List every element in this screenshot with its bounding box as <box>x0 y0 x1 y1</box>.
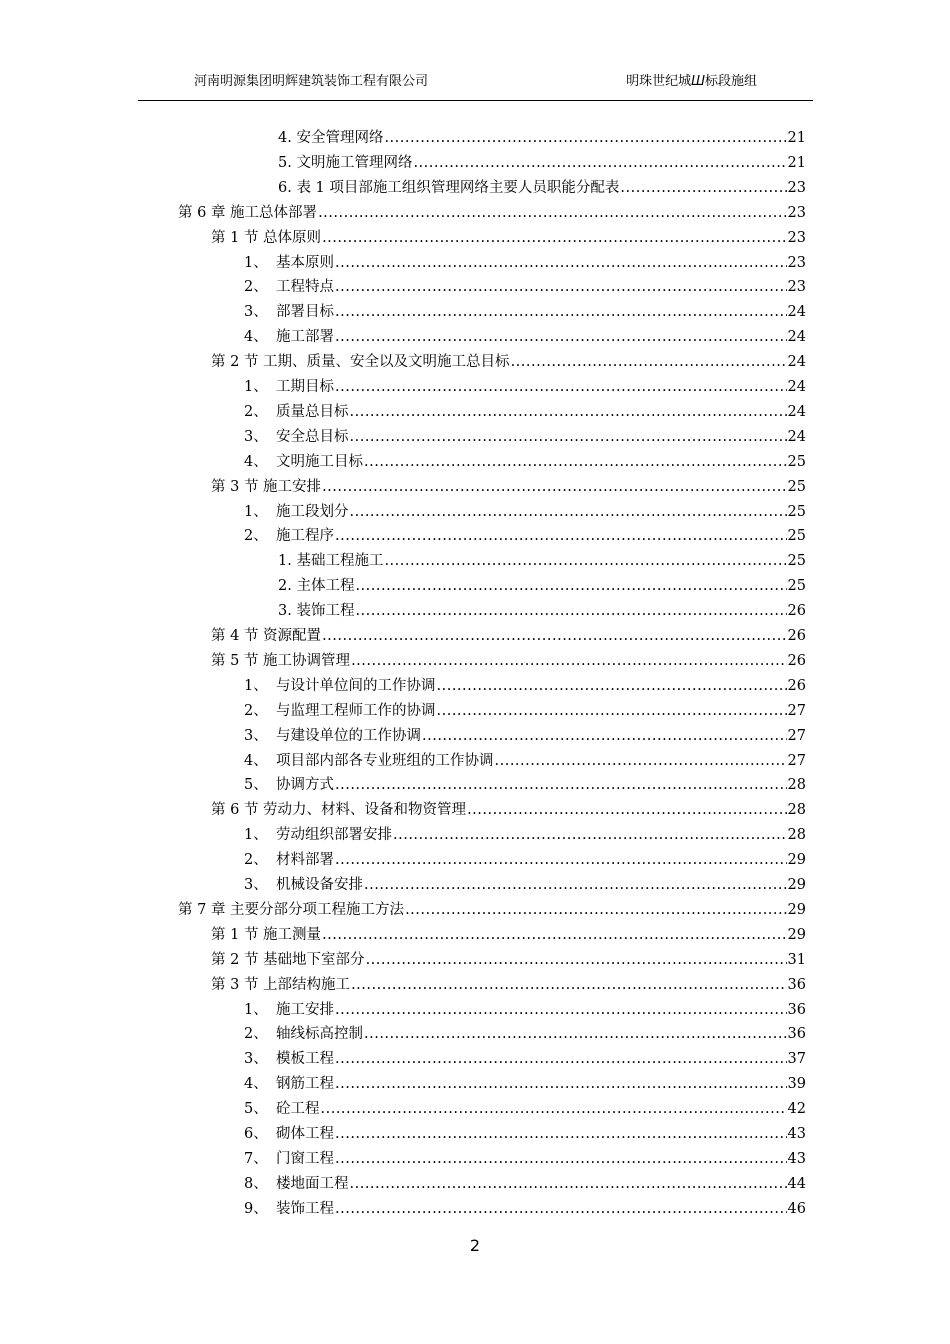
toc-entry-number: 7、 <box>244 1150 268 1167</box>
toc-entry-title: 基本原则 <box>276 254 334 271</box>
toc-entry-label <box>244 253 334 273</box>
toc-entry-title: 施工段划分 <box>276 503 349 520</box>
toc-entry-label <box>211 950 365 970</box>
toc-entry-label <box>244 1099 320 1119</box>
toc-entry[interactable] <box>244 846 806 870</box>
toc-entry[interactable] <box>244 323 806 347</box>
toc-entry-label <box>244 775 334 795</box>
toc-entry[interactable] <box>244 423 806 447</box>
toc-entry-label <box>278 576 354 596</box>
toc-entry-label <box>211 352 510 372</box>
toc-entry[interactable] <box>244 1120 806 1144</box>
toc-entry-title: 第 1 节 施工测量 <box>211 926 322 943</box>
toc-entry[interactable] <box>244 1195 806 1219</box>
toc-entry-page: 44 <box>787 1175 806 1192</box>
toc-leader-dots <box>335 1000 787 1020</box>
toc-entry-number: 3、 <box>244 1051 268 1068</box>
toc-entry-page: 25 <box>787 453 806 470</box>
toc-entry-page: 29 <box>787 901 806 918</box>
toc-leader-dots <box>322 228 786 248</box>
toc-entry-label <box>278 178 619 198</box>
toc-entry[interactable] <box>278 124 806 148</box>
toc-entry-title: 施工程序 <box>276 528 334 545</box>
toc-leader-dots <box>335 775 787 795</box>
toc-entry[interactable] <box>244 1020 806 1044</box>
toc-entry-page: 43 <box>787 1126 806 1142</box>
toc-entry-title: 3. 装饰工程 <box>278 603 355 620</box>
toc-entry-title: 钢筋工程 <box>276 1076 334 1093</box>
toc-entry-title: 与监理工程师工作的协调 <box>276 702 436 719</box>
toc-leader-dots <box>437 676 787 696</box>
toc-leader-dots <box>364 452 787 472</box>
toc-leader-dots <box>335 1049 787 1069</box>
toc-entry-label <box>244 427 349 447</box>
toc-entry-label <box>278 551 383 571</box>
toc-entry-page: 23 <box>787 179 806 196</box>
toc-leader-dots <box>355 601 786 621</box>
toc-leader-dots <box>350 402 787 422</box>
toc-entry-page: 43 <box>787 1150 806 1167</box>
toc-entry-number: 4、 <box>244 329 268 346</box>
toc-entry-title: 第 2 节 工期、质量、安全以及文明施工总目标 <box>211 354 510 371</box>
toc-entry-number: 1、 <box>244 677 268 694</box>
toc-entry[interactable] <box>278 149 806 173</box>
toc-leader-dots <box>393 825 787 845</box>
toc-leader-dots <box>335 277 787 297</box>
toc-entry[interactable] <box>178 199 806 223</box>
toc-leader-dots <box>495 751 787 771</box>
toc-entry-page: 39 <box>787 1076 806 1093</box>
toc-entry-title: 4. 安全管理网络 <box>278 130 384 146</box>
toc-entry-label <box>244 277 334 297</box>
toc-entry-page: 27 <box>787 702 806 719</box>
toc-leader-dots <box>335 253 787 273</box>
toc-entry-page: 29 <box>787 852 806 869</box>
toc-entry-label <box>244 850 334 870</box>
toc-entry-page: 26 <box>787 628 806 644</box>
toc-entry-number: 5、 <box>244 1101 268 1118</box>
toc-entry-page: 24 <box>787 304 806 321</box>
toc-entry-label <box>211 228 321 248</box>
toc-entry-page: 25 <box>787 478 806 495</box>
toc-entry-label <box>178 900 404 920</box>
toc-leader-dots <box>437 701 787 721</box>
toc-entry-page: 42 <box>787 1101 806 1118</box>
toc-entry[interactable] <box>244 273 806 297</box>
toc-entry-label <box>244 1074 334 1094</box>
toc-entry[interactable] <box>244 298 806 322</box>
toc-entry-page: 29 <box>787 926 806 943</box>
toc-entry-label <box>211 651 350 671</box>
toc-leader-dots <box>422 726 787 746</box>
toc-entry-number: 4、 <box>244 453 268 470</box>
toc-entry-label <box>211 925 321 945</box>
toc-entry-label <box>278 153 412 173</box>
toc-leader-dots <box>364 875 787 895</box>
toc-entry-title: 楼地面工程 <box>276 1175 349 1192</box>
toc-entry-page: 28 <box>787 802 806 819</box>
toc-entry-number: 2、 <box>244 528 268 545</box>
toc-entry-title: 工期目标 <box>276 379 334 395</box>
toc-entry-number: 3、 <box>244 727 268 744</box>
toc-leader-dots <box>322 477 786 497</box>
toc-entry-number: 2、 <box>244 702 268 719</box>
toc-entry-title: 施工安排 <box>276 1001 334 1018</box>
toc-entry-label <box>211 477 321 497</box>
toc-entry[interactable] <box>244 249 806 273</box>
toc-leader-dots <box>384 551 786 571</box>
toc-entry-page: 27 <box>787 727 806 744</box>
toc-entry-title: 第 1 节 总体原则 <box>211 229 322 246</box>
toc-entry-label <box>178 203 317 223</box>
toc-leader-dots <box>413 153 786 173</box>
toc-leader-dots <box>335 1074 787 1094</box>
toc-entry-number: 4、 <box>244 752 268 769</box>
toc-leader-dots <box>335 1149 787 1169</box>
toc-entry-label <box>211 975 350 995</box>
header-company: 河南明源集团明辉建筑装饰工程有限公司 <box>194 74 429 89</box>
toc-entry-number: 2、 <box>244 403 268 420</box>
toc-entry[interactable] <box>244 1145 806 1169</box>
toc-entry-page: 25 <box>787 528 806 545</box>
toc-leader-dots <box>335 377 787 397</box>
toc-entry[interactable] <box>211 224 806 248</box>
toc-entry-title: 项目部内部各专业班组的工作协调 <box>276 752 494 769</box>
toc-entry-page: 31 <box>787 951 806 968</box>
toc-entry[interactable] <box>244 697 806 721</box>
toc-entry-label <box>211 626 321 646</box>
toc-entry-title: 门窗工程 <box>276 1150 334 1167</box>
toc-entry-label <box>244 1049 334 1069</box>
toc-entry-label <box>244 1024 363 1044</box>
toc-entry-label <box>244 1000 334 1020</box>
toc-entry-title: 装饰工程 <box>276 1200 334 1217</box>
toc-entry-page: 24 <box>787 354 806 371</box>
toc-leader-dots <box>335 526 787 546</box>
toc-entry-title: 材料部署 <box>276 852 334 869</box>
toc-entry-page: 25 <box>787 503 806 520</box>
toc-entry-label <box>244 327 334 347</box>
toc-entry[interactable] <box>244 1095 806 1119</box>
toc-entry-title: 1. 基础工程施工 <box>278 553 384 570</box>
toc-entry-page: 21 <box>787 130 806 146</box>
toc-leader-dots <box>384 128 786 148</box>
toc-entry[interactable] <box>278 572 806 596</box>
toc-entry-title: 机械设备安排 <box>276 877 363 893</box>
toc-entry[interactable] <box>211 971 806 995</box>
toc-entry-label <box>244 452 363 472</box>
toc-entry-number: 2、 <box>244 1026 268 1043</box>
toc-entry-label <box>244 875 363 895</box>
toc-entry-title: 轴线标高控制 <box>276 1026 363 1043</box>
toc-entry[interactable] <box>211 473 806 497</box>
toc-entry-page: 36 <box>787 1001 806 1018</box>
toc-entry-label <box>244 726 421 746</box>
toc-entry-label <box>244 825 392 845</box>
toc-leader-dots <box>364 1024 787 1044</box>
toc-entry-title: 施工部署 <box>276 329 334 346</box>
page-header <box>138 60 813 101</box>
toc-entry[interactable] <box>244 398 806 422</box>
toc-entry-title: 协调方式 <box>276 777 334 794</box>
toc-entry-page: 24 <box>787 403 806 420</box>
toc-leader-dots <box>620 178 786 198</box>
toc-leader-dots <box>335 327 787 347</box>
toc-entry-page: 24 <box>787 379 806 395</box>
toc-entry-title: 第 7 章 主要分部分项工程施工方法 <box>178 901 405 918</box>
toc-entry[interactable] <box>244 871 806 895</box>
toc-entry-number: 3、 <box>244 304 268 321</box>
toc-entry[interactable] <box>211 921 806 945</box>
toc-entry[interactable] <box>244 498 806 522</box>
toc-entry-page: 24 <box>787 428 806 445</box>
toc-leader-dots <box>350 502 787 522</box>
toc-entry[interactable] <box>244 771 806 795</box>
toc-entry[interactable] <box>244 821 806 845</box>
page-number: 2 <box>469 1236 481 1255</box>
toc-entry-number: 3、 <box>244 877 268 893</box>
toc-entry-page: 25 <box>787 553 806 570</box>
toc-entry-title: 劳动组织部署安排 <box>276 827 392 844</box>
toc-entry-page: 24 <box>787 329 806 346</box>
toc-entry-title: 第 3 节 施工安排 <box>211 478 322 495</box>
toc-entry-number: 4、 <box>244 1076 268 1093</box>
toc-entry-title: 模板工程 <box>276 1051 334 1068</box>
toc-entry[interactable] <box>244 747 806 771</box>
toc-entry-label <box>244 377 334 397</box>
toc-leader-dots <box>350 427 787 447</box>
toc-entry[interactable] <box>211 796 806 820</box>
header-project <box>626 70 757 89</box>
toc-leader-dots <box>335 302 787 322</box>
toc-entry-label <box>244 751 494 771</box>
toc-entry-number: 6、 <box>244 1126 268 1142</box>
header-project-section: Ш <box>691 74 705 89</box>
toc-entry-label <box>244 1174 349 1194</box>
toc-entry-title: 第 5 节 施工协调管理 <box>211 652 351 669</box>
toc-entry[interactable] <box>244 1045 806 1069</box>
toc-entry-label <box>244 302 334 322</box>
toc-entry-label <box>278 128 383 148</box>
toc-entry-label <box>244 1199 334 1219</box>
toc-entry-page: 23 <box>787 229 806 246</box>
toc-leader-dots <box>467 800 786 820</box>
toc-leader-dots <box>335 850 787 870</box>
toc-entry-label <box>244 402 349 422</box>
toc-entry-title: 第 3 节 上部结构施工 <box>211 976 351 993</box>
toc-entry-title: 5. 文明施工管理网络 <box>278 154 413 171</box>
toc-entry-title: 工程特点 <box>276 279 334 296</box>
toc-entry[interactable] <box>244 1070 806 1094</box>
toc-entry[interactable] <box>211 647 806 671</box>
toc-entry-number: 2、 <box>244 852 268 869</box>
toc-entry-page: 28 <box>787 827 806 844</box>
toc-entry-page: 26 <box>787 603 806 620</box>
toc-entry[interactable] <box>244 1170 806 1194</box>
toc-leader-dots <box>322 925 786 945</box>
toc-entry-label <box>244 676 436 696</box>
toc-entry-title: 第 2 节 基础地下室部分 <box>211 951 365 968</box>
toc-entry-number: 2、 <box>244 279 268 296</box>
toc-entry-title: 安全总目标 <box>276 428 349 445</box>
toc-leader-dots <box>318 203 786 223</box>
toc-entry-page: 23 <box>787 279 806 296</box>
toc-entry-page: 27 <box>787 752 806 769</box>
toc-entry[interactable] <box>244 672 806 696</box>
toc-entry[interactable] <box>211 946 806 970</box>
toc-entry-label <box>244 1149 334 1169</box>
toc-entry[interactable] <box>278 597 806 621</box>
toc-leader-dots <box>335 1199 787 1219</box>
toc-entry[interactable] <box>244 522 806 546</box>
toc-leader-dots <box>321 1099 787 1119</box>
toc-entry-page: 29 <box>787 877 806 893</box>
toc-entry-title: 砌体工程 <box>276 1126 334 1142</box>
toc-entry-number: 1、 <box>244 379 268 395</box>
toc-entry-title: 与建设单位的工作协调 <box>276 727 421 744</box>
toc-entry[interactable] <box>211 622 806 646</box>
toc-entry-number: 1、 <box>244 254 268 271</box>
toc-entry[interactable] <box>244 996 806 1020</box>
toc-entry-label <box>244 526 334 546</box>
toc-entry-number: 1、 <box>244 1001 268 1018</box>
toc-entry-title: 与设计单位间的工作协调 <box>276 677 436 694</box>
toc-entry-page: 23 <box>787 254 806 271</box>
toc-entry-number: 8、 <box>244 1175 268 1192</box>
toc-entry-page: 25 <box>787 578 806 595</box>
toc-entry-page: 37 <box>787 1051 806 1068</box>
toc-entry-page: 36 <box>787 1026 806 1043</box>
toc-entry-title: 文明施工目标 <box>276 453 363 470</box>
toc-entry-number: 1、 <box>244 827 268 844</box>
header-project-prefix: 明珠世纪城 <box>626 74 692 89</box>
toc-leader-dots <box>355 576 786 596</box>
toc-entry-page: 23 <box>787 204 806 221</box>
toc-entry-label <box>244 1124 334 1144</box>
toc-entry-title: 砼工程 <box>276 1101 320 1118</box>
toc-entry-page: 46 <box>787 1200 806 1217</box>
toc-entry[interactable] <box>178 896 806 920</box>
toc-entry-title: 质量总目标 <box>276 403 349 420</box>
toc-entry-label <box>244 701 436 721</box>
toc-entry-page: 26 <box>787 677 806 694</box>
toc-entry-label <box>244 502 349 522</box>
toc-entry-title: 6. 表 1 项目部施工组织管理网络主要人员职能分配表 <box>278 179 620 196</box>
toc-entry-title: 第 6 节 劳动力、材料、设备和物资管理 <box>211 802 467 819</box>
toc-entry-title: 第 6 章 施工总体部署 <box>178 204 318 221</box>
toc-leader-dots <box>351 975 786 995</box>
toc-entry-page: 28 <box>787 777 806 794</box>
toc-entry-number: 1、 <box>244 503 268 520</box>
toc-leader-dots <box>351 651 786 671</box>
toc-entry[interactable] <box>278 174 806 198</box>
header-project-suffix: 标段施组 <box>704 74 757 89</box>
toc-entry-title: 2. 主体工程 <box>278 578 355 595</box>
toc-leader-dots <box>511 352 787 372</box>
toc-leader-dots <box>350 1174 787 1194</box>
toc-entry[interactable] <box>244 448 806 472</box>
toc-entry[interactable] <box>211 348 806 372</box>
toc-entry-page: 21 <box>787 154 806 171</box>
toc-leader-dots <box>335 1124 787 1144</box>
toc-entry-label <box>278 601 354 621</box>
toc-entry-title: 第 4 节 资源配置 <box>211 628 322 644</box>
toc-entry-number: 5、 <box>244 777 268 794</box>
toc-entry-number: 3、 <box>244 428 268 445</box>
toc-leader-dots <box>366 950 787 970</box>
toc-leader-dots <box>322 626 786 646</box>
toc-entry-page: 36 <box>787 976 806 993</box>
toc-entry-number: 9、 <box>244 1200 268 1217</box>
toc-leader-dots <box>405 900 786 920</box>
toc-entry-page: 26 <box>787 652 806 669</box>
toc-entry[interactable] <box>244 722 806 746</box>
toc-entry[interactable] <box>244 373 806 397</box>
toc-entry-title: 部署目标 <box>276 304 334 321</box>
toc-entry-label <box>211 800 466 820</box>
toc-entry[interactable] <box>278 547 806 571</box>
